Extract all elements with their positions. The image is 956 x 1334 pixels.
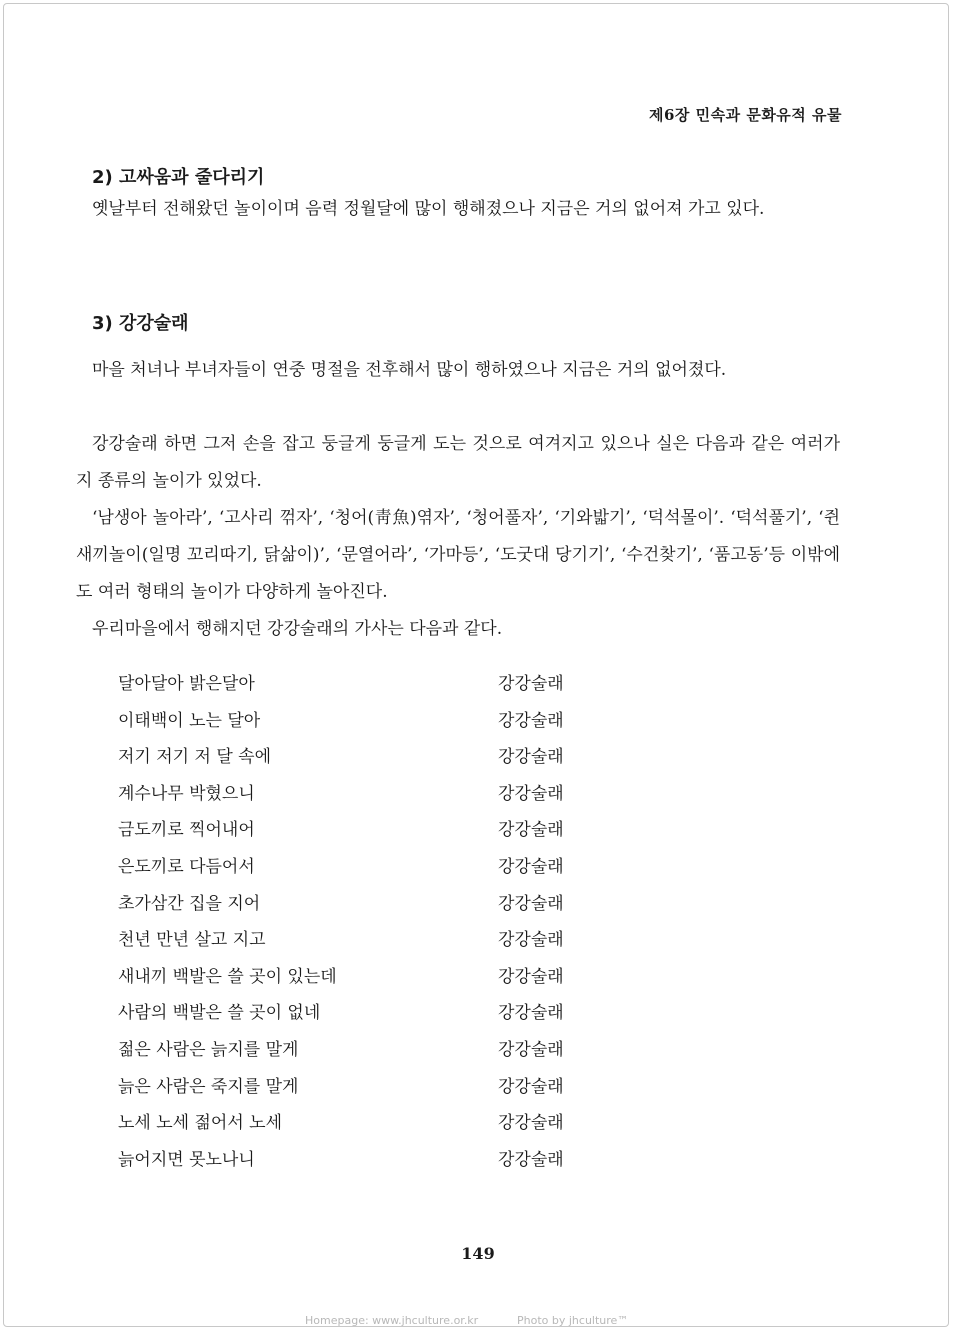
lyrics-list <box>118 666 618 1178</box>
running-header: 제6장 민속과 문화유적 유물 <box>649 106 842 124</box>
lyric-refrain: 강강술래 <box>498 820 564 841</box>
lyric-row <box>118 1105 618 1142</box>
paragraph-gossaum: 옛날부터 전해왔던 놀이이며 음력 정월달에 많이 행해졌으나 지금은 거의 없어져 가고 있다. <box>92 199 765 219</box>
section-title-gossaum: 2) 고싸움과 줄다리기 <box>92 167 265 188</box>
paragraph-lyrics-intro: 우리마을에서 행해지던 강강술래의 가사는 다음과 같다. <box>92 619 503 639</box>
lyric-row <box>118 812 618 849</box>
lyric-line: 천년 만년 살고 지고 <box>118 930 266 951</box>
lyric-row <box>118 1142 618 1179</box>
lyric-row <box>118 1069 618 1106</box>
lyric-line: 늙은 사람은 죽지를 말게 <box>118 1076 299 1097</box>
lyric-row <box>118 1032 618 1069</box>
lyric-row <box>118 849 618 886</box>
lyric-line: 저기 저기 저 달 속에 <box>118 747 271 768</box>
lyric-line: 초가삼간 집을 지어 <box>118 893 261 914</box>
lyric-refrain: 강강술래 <box>498 893 564 914</box>
lyric-refrain: 강강술래 <box>498 856 564 877</box>
lyric-row <box>118 995 618 1032</box>
lyric-refrain: 강강술래 <box>498 1039 564 1060</box>
lyric-refrain: 강강술래 <box>498 1149 564 1170</box>
lyric-refrain: 강강술래 <box>498 710 564 731</box>
lyric-row <box>118 739 618 776</box>
lyric-refrain: 강강술래 <box>498 1003 564 1024</box>
lyric-row <box>118 922 618 959</box>
lyric-line: 계수나무 박혔으니 <box>118 783 255 804</box>
lyric-row <box>118 886 618 923</box>
lyric-line: 늙어지면 못노나니 <box>118 1149 255 1170</box>
lyric-row <box>118 703 618 740</box>
lyric-line: 사람의 백발은 쓸 곳이 없네 <box>118 1003 321 1024</box>
page-number: 149 <box>461 1244 495 1263</box>
lyric-line: 이태백이 노는 달아 <box>118 710 261 731</box>
lyric-row <box>118 959 618 996</box>
lyric-line: 달아달아 밝은달아 <box>118 674 255 694</box>
lyric-refrain: 강강술래 <box>498 966 564 987</box>
homepage-credit: Homepage: www.jhculture.or.kr <box>305 1314 479 1327</box>
lyric-line: 은도끼로 다듬어서 <box>118 856 255 877</box>
lyric-refrain: 강강술래 <box>498 747 564 768</box>
lyric-row <box>118 776 618 813</box>
lyric-line: 금도끼로 찍어내어 <box>118 820 255 841</box>
lyric-line: 젊은 사람은 늙지를 말게 <box>118 1039 299 1060</box>
paragraph-intro: 마을 처녀나 부녀자들이 연중 명절을 전후해서 많이 행하였으나 지금은 거의 없어졌다. <box>92 360 727 380</box>
lyric-line: 노세 노세 젊어서 노세 <box>118 1113 283 1134</box>
section-title-ganggangsullae: 3) 강강술래 <box>92 313 189 334</box>
lyric-refrain: 강강술래 <box>498 674 564 694</box>
lyric-row <box>118 666 618 703</box>
lyric-refrain: 강강술래 <box>498 1113 564 1134</box>
lyric-line: 새내끼 백발은 쓸 곳이 있는데 <box>118 966 337 987</box>
lyric-refrain: 강강술래 <box>498 1076 564 1097</box>
paragraph-game-list: ‘남생아 놀아라’, ‘고사리 꺾자’, ‘청어(靑魚)엮자’, ‘청어풀자’, ‘기와밟기’, ‘덕석몰이’. ‘덕석풀기’, ‘쥔새끼놀이(일명 꼬리따기, 닭삶이)’, ‘문열어라’, ‘가마등’, ‘도굿대 당기기’, ‘수건찾기’, ‘품고동’등 이밖에도 여러 형태의 놀이가 다양하게 놀아진다. <box>76 508 840 602</box>
lyric-refrain: 강강술래 <box>498 783 564 804</box>
paragraph-description: 강강술래 하면 그저 손을 잡고 둥글게 둥글게 도는 것으로 여겨지고 있으나 실은 다음과 같은 여러가지 종류의 놀이가 있었다. <box>76 434 840 491</box>
photo-credit: Photo by jhculture™ <box>517 1314 629 1327</box>
lyric-refrain: 강강술래 <box>498 930 564 951</box>
